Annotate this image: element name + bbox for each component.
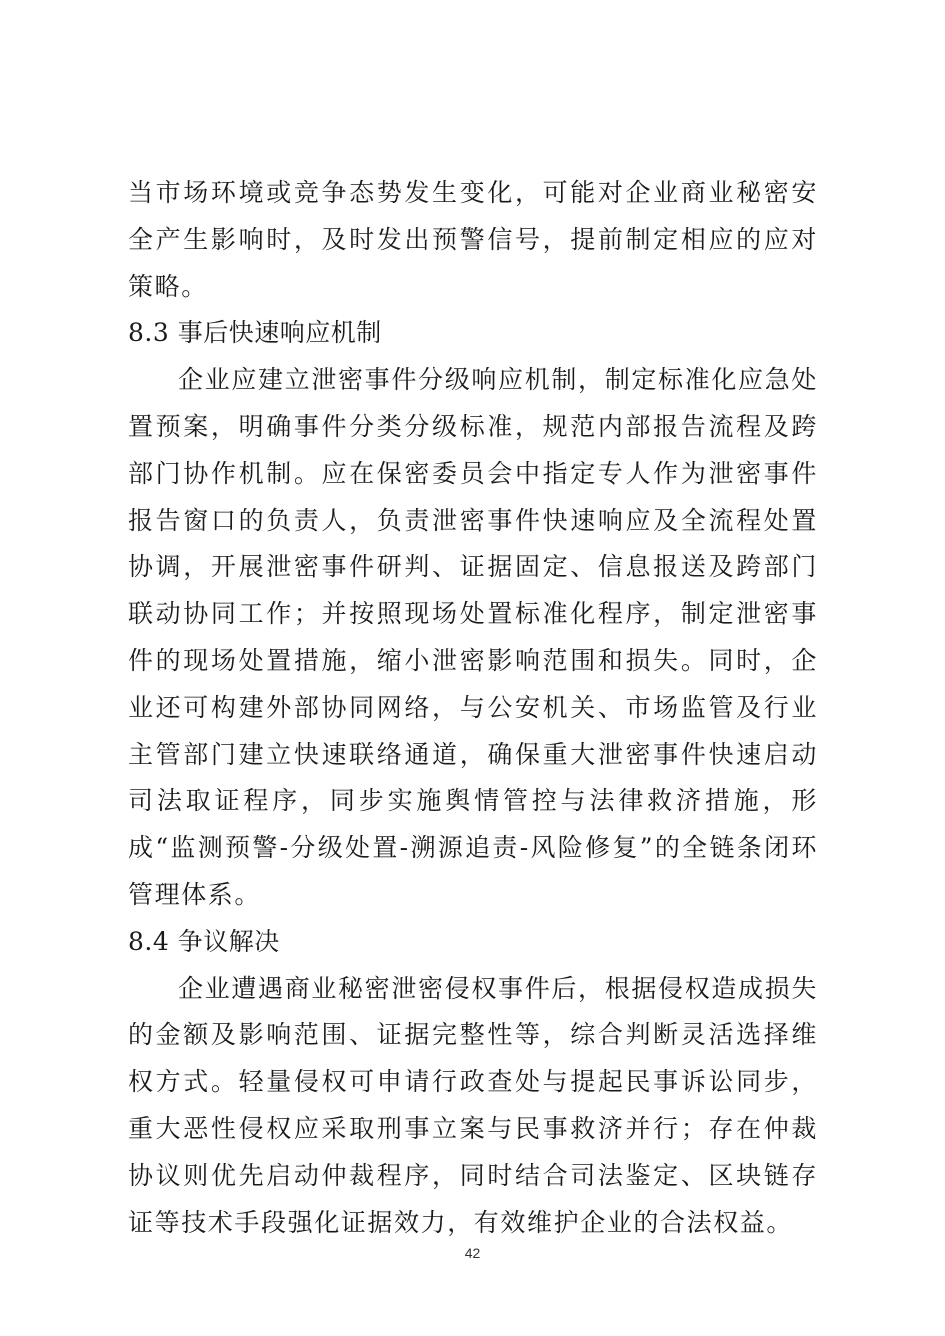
section-heading-8-4: 8.4 争议解决 <box>128 926 280 956</box>
page-number: 42 <box>464 1245 481 1261</box>
paragraph-dispute-resolution: 企业遭遇商业秘密泄密侵权事件后，根据侵权造成损失的金额及影响范围、证据完整性等，综合判断灵活选择维权方式。轻量侵权可申请行政查处与提起民事诉讼同步，重大恶性侵权应采取刑事立案与民事救济并行；存在仲裁协议则优先启动仲裁程序，同时结合司法鉴定、区块链存证等技术手段强化证据效力，有效维护企业的合法权益。 <box>128 973 818 1237</box>
paragraph-early-warning-continuation: 当市场环境或竞争态势发生变化，可能对企业商业秘密安全产生影响时，及时发出预警信号，提前制定相应的应对策略。 <box>128 178 818 301</box>
document-body <box>128 170 818 1246</box>
section-heading-8-3: 8.3 事后快速响应机制 <box>128 318 382 348</box>
paragraph-rapid-response: 企业应建立泄密事件分级响应机制，制定标准化应急处置预案，明确事件分类分级标准，规范内部报告流程及跨部门协作机制。应在保密委员会中指定专人作为泄密事件报告窗口的负责人，负责泄密事件快速响应及全流程处置协调，开展泄密事件研判、证据固定、信息报送及跨部门联动协同工作；并按照现场处置标准化程序，制定泄密事件的现场处置措施，缩小泄密影响范围和损失。同时，企业还可构建外部协同网络，与公安机关、市场监管及行业主管部门建立快速联络通道，确保重大泄密事件快速启动司法取证程序，同步实施舆情管控与法律救济措施，形成“监测预警-分级处置-溯源追责-风险修复”的全链条闭环管理体系。 <box>128 365 818 909</box>
